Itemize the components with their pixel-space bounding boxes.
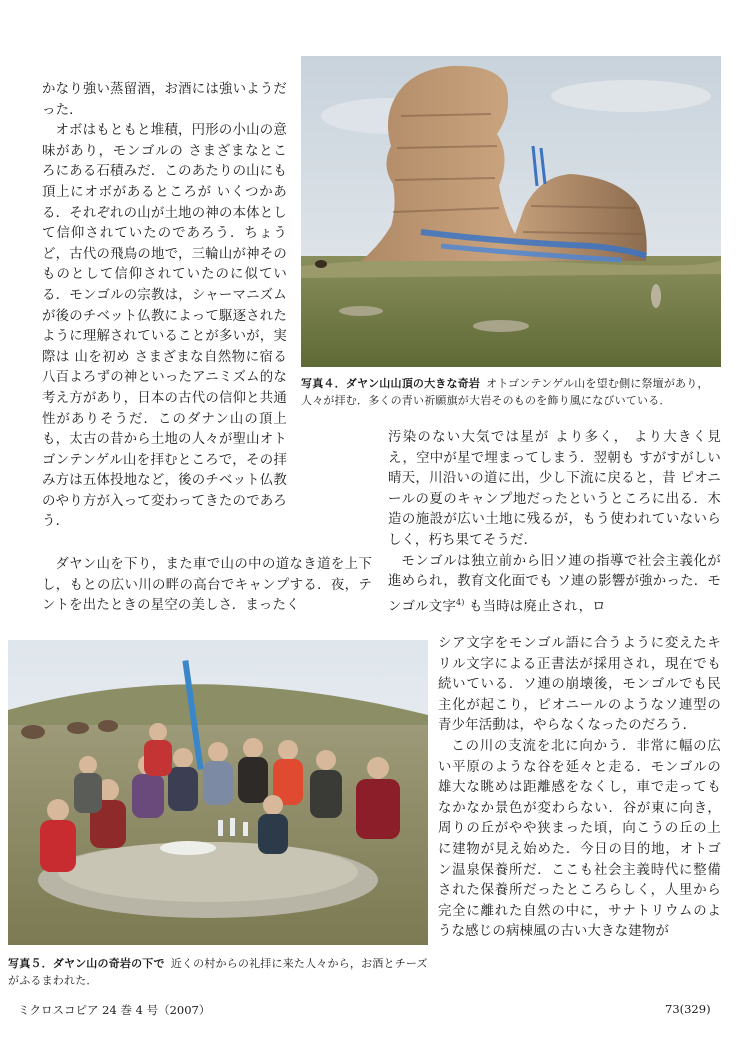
paragraph: この川の支流を北に向かう．非常に幅の広い平原のような谷を延々と走る．モンゴルの雄大な眺めは距離感をなくし，車で走っても なかなか景色が変わらない．谷が東に向き，周りの丘がやや狭まった頃，向こうの丘の上に建物が見え始めた．今日の目的地，オトゴン温泉保養所だ．ここも社会主義時代に整備された保養所だったところらしく，人里から完全に離れた自然の中に，サナトリウムのような感じの病棟風の古い大きな建物が xyxy=(438,738,721,940)
photo-4-caption-label: 写真４．ダヤン山山頂の大きな奇岩 xyxy=(301,377,481,390)
footer-page-number: 73(329) xyxy=(665,1002,711,1016)
paragraph: かなり強い蒸留酒，お酒には強いようだった． xyxy=(42,82,287,118)
photo-5-image xyxy=(8,640,428,945)
photo-5-caption xyxy=(8,955,430,989)
paragraph: 汚染のない大気では星が より多く， より大きく見え，空中が星で埋まってしまう．翌朝も すがすがしい晴天，川沿いの道に出，少し下流に戻ると，昔 ピオニールの夏のキャンプ地だったというところに出る．木造の施設が広い土地に残るが，もう使われていないらしく，朽ち果てそうだ． xyxy=(388,430,721,548)
photo-5-caption-label: 写真５．ダヤン山の奇岩の下で xyxy=(8,957,165,970)
left-column-text-lower xyxy=(42,555,372,617)
photo-5-people xyxy=(8,640,428,945)
footnote-ref: 4) xyxy=(455,597,465,607)
photo-5-caption-text: 近くの村からの礼拝に来た人々から，お酒とチーズがふるまわれた． xyxy=(8,957,428,987)
footer-journal: ミクロスコピア 24 巻 4 号（2007） xyxy=(18,1003,211,1017)
left-column-text xyxy=(42,80,287,533)
paragraph: モンゴルは独立前から旧ソ連の指導で社会主義化が進められ，教育文化面でも ソ連の影響が強かった．モンゴル文字$^{4)}$ も当時は廃止され，ロ xyxy=(388,553,721,615)
paragraph: シア文字をモンゴル語に合うように変えたキリル文字による正書法が採用され，現在でも続いている．ソ連の崩壊後，モンゴルでも民主化が起こり，ピオニールのようなソ連型の青少年活動は，やらなくなったのだろう． xyxy=(438,636,721,734)
photo-4-image xyxy=(301,56,721,367)
photo-4-rock xyxy=(301,56,721,367)
paragraph: ダヤン山を下り，また車で山の中の道なき道を上下し，もとの広い川の畔の高台でキャンプする．夜，テントを出たときの星空の美しさ．まったく xyxy=(42,557,372,614)
right-column-text-lower xyxy=(438,634,721,943)
paragraph: オボはもともと堆積，円形の小山の意味があり，モンゴルの さまざまなところにある石積みだ．このあたりの山にも頂上にオボがあるところが いくつかある．それぞれの山が土地の神の本体として信仰されていたのであろう．ちょうど，古代の飛鳥の地で，三輪山が神そのものとして信仰されていたのに似ている．モンゴルの宗教は，シャーマニズムが後のチベット仏教によって駆逐されたように理解されていることが多いが，実際は 山を初め さまざまな自然物に宿る八百よろずの神といったアニミズム的な考え方があり，日本の古代の信仰と共通性がありそうだ．このダナン山の頂上も，太古の昔から土地の人々が聖山オトゴンテンゲル山を拝むところで，その拝み方は五体投地など，後のチベット仏教のやり方が入って変わってきたのであろう． xyxy=(42,123,287,530)
photo-4-caption xyxy=(301,375,723,409)
right-column-text-middle xyxy=(388,428,721,618)
photo-4-caption-text: オトゴンテンゲル山を望む側に祭壇があり，人々が拝む．多くの青い祈願旗が大岩そのものを飾り風になびいている． xyxy=(301,377,709,407)
